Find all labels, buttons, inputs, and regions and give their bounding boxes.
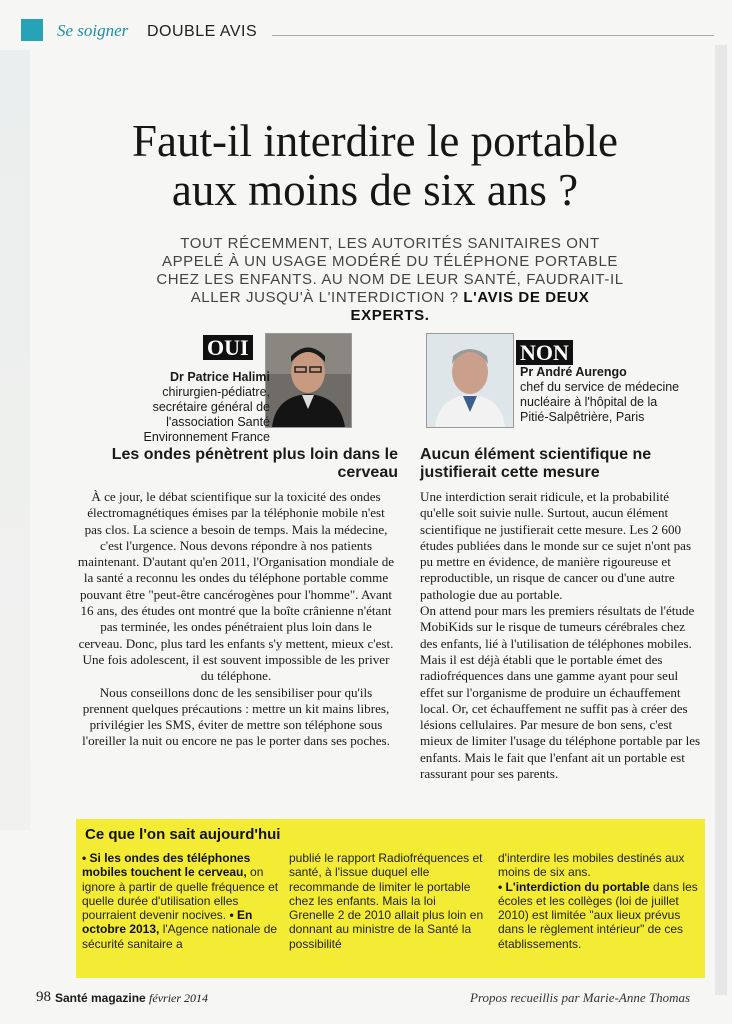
non-expert-name: Pr André Aurengo	[520, 365, 627, 379]
non-headline: Aucun élément scientifique ne justifierait cette mesure	[420, 446, 652, 481]
man-portrait-icon	[266, 334, 351, 427]
background-bleed	[0, 50, 30, 830]
standfirst-text: TOUT RÉCEMMENT, LES AUTORITÉS SANITAIRES ONT APPELÉ À UN USAGE MODÉRÉ DU TÉLÉPHONE PORTABLE CHEZ LES ENFANTS. AU NOM DE LEUR SANTÉ, FAUDRAIT-IL ALLER JUSQU'À L'INTERDICTION ?	[156, 235, 624, 306]
oui-paragraph-2: Nous conseillons donc de les sensibiliser pour qu'ils prennent quelques précautions : mettre un kit mains libres, privilégier les SMS, éviter de mettre son téléphone sous l'oreiller la nuit ou encore ne pas le porter dans ses poches.	[82, 684, 390, 749]
magazine-name: Santé magazine	[55, 991, 146, 1005]
info-point-4-text: dans les écoles et les collèges (loi de juillet 2010) est limitée "aux lieux prévus dans le règlement intérieur" de ces établissements.	[498, 879, 698, 951]
non-expert-bio: chef du service de médecine nucléaire à l'hôpital de la Pitié-Salpêtrière, Paris	[520, 380, 680, 424]
non-expert-photo	[426, 333, 514, 428]
section-name: Se soigner	[57, 21, 129, 40]
info-point-1-lead: • Si les ondes des téléphones mobiles touchent le cerveau,	[82, 851, 251, 880]
non-body	[420, 489, 705, 782]
info-box-title: Ce que l'on sait aujourd'hui	[85, 826, 281, 843]
oui-body	[77, 489, 395, 750]
info-point-4-lead: • L'interdiction du portable	[498, 879, 650, 894]
article-standfirst	[150, 235, 630, 325]
magazine-credit	[55, 991, 208, 1006]
section-color-square	[21, 19, 43, 41]
title-line-1: Faut-il interdire le portable	[131, 116, 619, 166]
non-paragraph-1: Une interdiction serait ridicule, et la probabilité qu'elle soit suivie nulle. Surtout, aucun élément scientifique ne justifierait cette mesure. Les 2 600 études publiées dans le monde sur ce sujet n'ont pas pu mettre en évidence, de manière rigoureuse et reproductible, un risque de cancer ou d'une autre pathologie due au portable.	[420, 489, 692, 602]
issue-date: février 2014	[149, 991, 209, 1005]
header-rule	[272, 35, 714, 36]
info-box-column-1	[82, 851, 282, 951]
info-box-column-3	[498, 851, 700, 951]
oui-tag: OUI	[203, 335, 253, 361]
article-title	[40, 117, 710, 215]
oui-headline: Les ondes pénètrent plus loin dans le cerveau	[111, 446, 398, 481]
info-point-2-lead: • En octobre 2013,	[82, 908, 253, 937]
non-tag: NON	[516, 340, 573, 366]
title-line-2: aux moins de six ans ?	[171, 165, 579, 215]
standfirst-emphasis: L'AVIS DE DEUX EXPERTS.	[350, 289, 590, 324]
rubric-name: DOUBLE AVIS	[147, 23, 258, 40]
oui-expert-info	[150, 370, 270, 385]
info-point-2-text: l'Agence nationale de sécurité sanitaire a	[82, 922, 278, 951]
interview-credit: Propos recueillis par Marie-Anne Thomas	[470, 990, 691, 1005]
man-portrait-icon	[427, 334, 513, 427]
non-paragraph-2: On attend pour mars les premiers résultats de l'étude MobiKids sur le risque de tumeurs cérébrales chez des enfants, lié à l'utilisation de téléphones mobiles. Mais il est déjà établi que le portable émet des radiofréquences dans une gamme ayant pour seul effet sur l'organisme de produire un échauffement local. Or, cet échauffement ne suffit pas à créer des lésions cellulaires. Par mesure de bon sens, c'est mieux de limiter l'usage du téléphone portable par les enfants. Mais le fait que l'enfant ait un portable est rassurant pour ses parents.	[420, 603, 701, 782]
oui-expert-photo	[265, 333, 352, 428]
page-edge	[715, 45, 727, 995]
oui-expert-name: Dr Patrice Halimi	[169, 370, 270, 384]
oui-paragraph-1: À ce jour, le débat scientifique sur la toxicité des ondes électromagnétiques émises par la téléphonie mobile n'est pas clos. La science a besoin de temps. Mais la médecine, c'est l'urgence. Nous devons répondre à nos patients maintenant. D'autant qu'en 2011, l'Organisation mondiale de la santé a reconnu les ondes du téléphone portable comme pouvant être "peut-être cancérogènes pour l'homme". Avant 16 ans, des études ont montré que la boîte crânienne n'étant pas terminée, les ondes pénétraient plus loin dans le cerveau. Donc, plus tard les enfants s'y mettent, mieux c'est. Une fois adolescent, il est souvent impossible de les priver du téléphone.	[77, 489, 395, 684]
oui-expert-bio: chirurgien-pédiatre, secrétaire général de l'association Santé Environnement France	[143, 385, 270, 444]
info-box-column-2: publié le rapport Radiofréquences et santé, à l'issue duquel elle recommande de limiter le portable chez les enfants. Mais la loi Grenelle 2 de 2010 allait plus loin en donnant au ministre de la Santé la possibilité	[289, 851, 484, 951]
info-point-3-text: d'interdire les mobiles destinés aux moins de six ans.	[498, 851, 685, 880]
page-number: 98	[36, 989, 51, 1005]
info-point-1-text: on ignore à partir de quelle fréquence et quelle durée d'utilisation elles pourraient devenir nocives.	[82, 865, 279, 923]
